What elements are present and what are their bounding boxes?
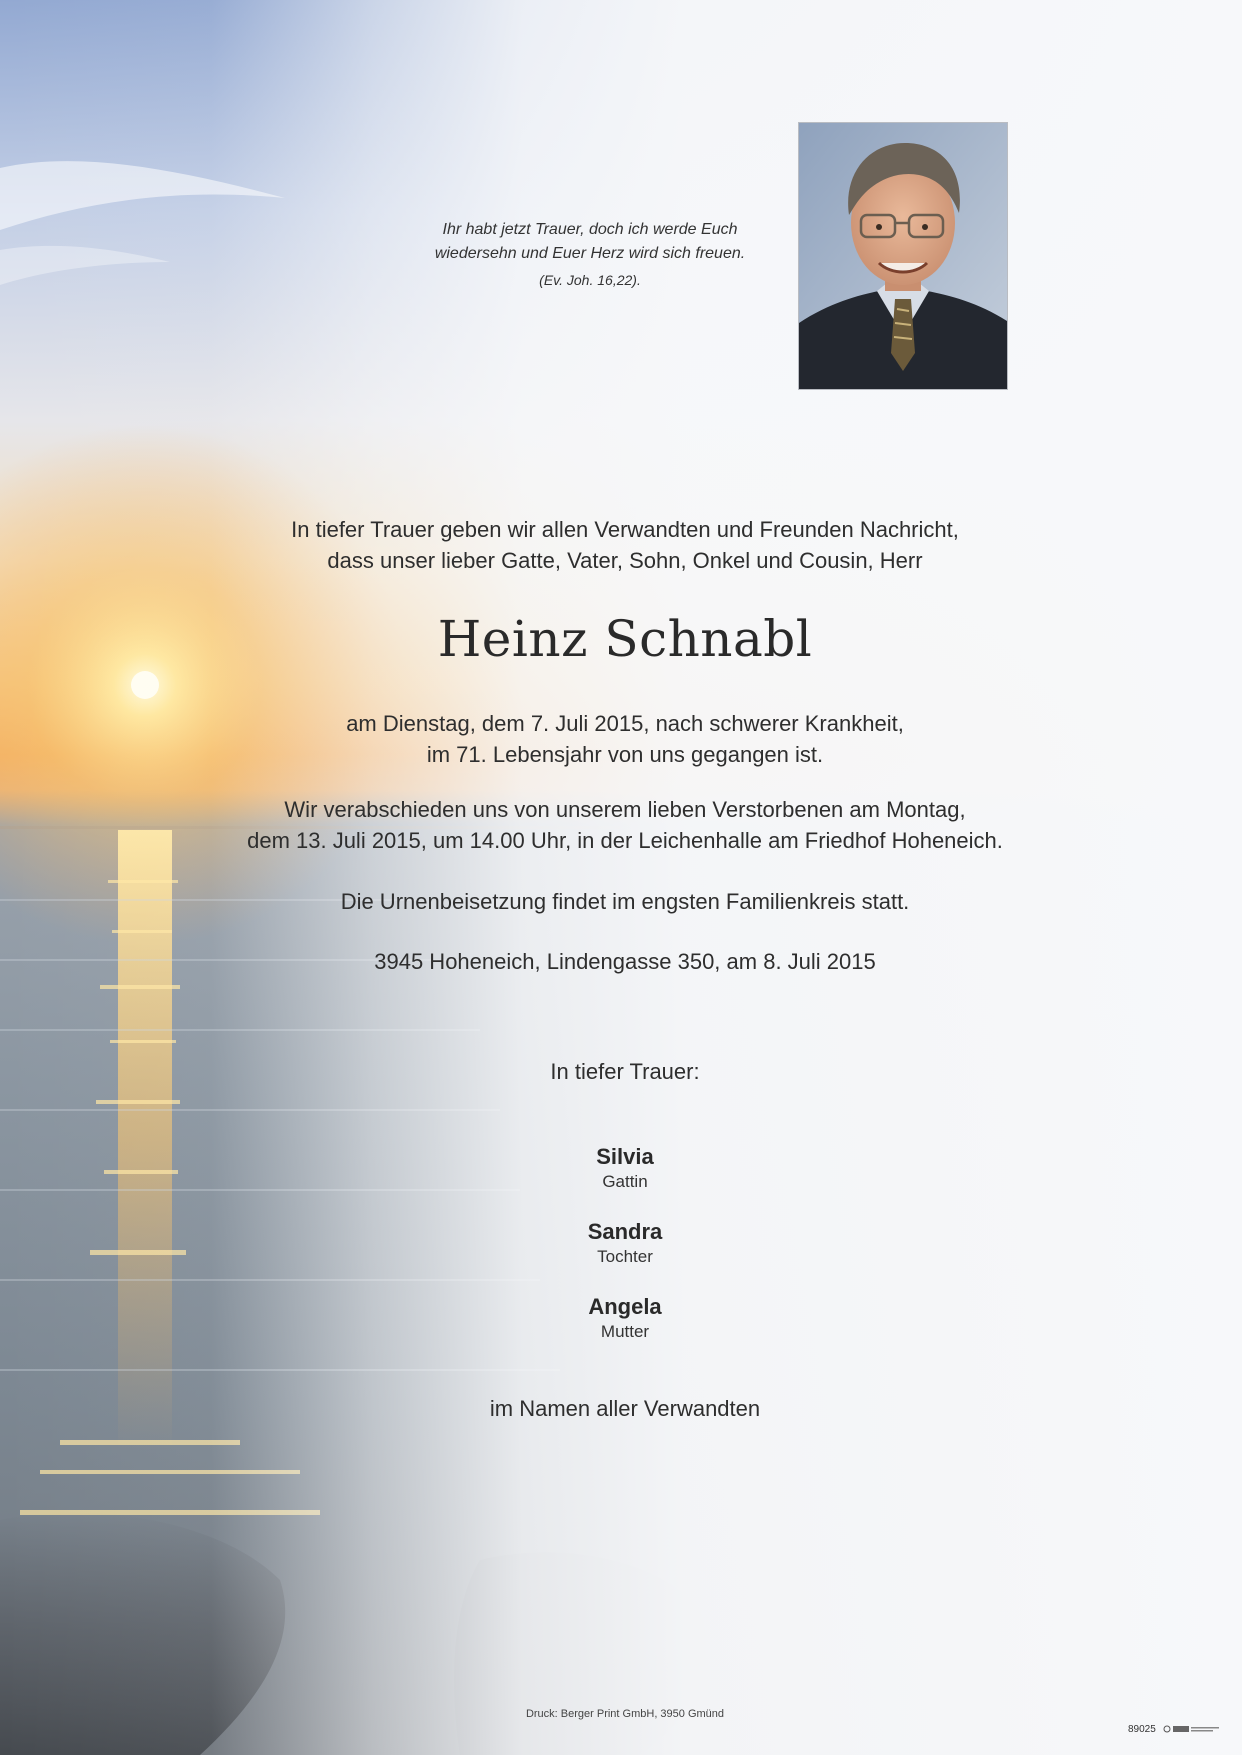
death-notice-line-1: am Dienstag, dem 7. Juli 2015, nach schwerer Krankheit, <box>346 711 904 736</box>
urn-notice: Die Urnenbeisetzung findet im engsten Familienkreis statt. <box>340 889 910 914</box>
deceased-name: Heinz Schnabl <box>437 610 813 668</box>
quote-line-2: wiedersehn und Euer Herz wird sich freuen. <box>434 245 746 262</box>
mourner <box>475 1143 775 1193</box>
farewell-line-1: Wir verabschieden uns von unserem lieben Verstorbenen am Montag, <box>284 797 966 822</box>
mourner-relation: Tochter <box>597 1247 653 1266</box>
mourner-name: Sandra <box>587 1219 663 1244</box>
intro-line-1: In tiefer Trauer geben wir allen Verwandten und Freunden Nachricht, <box>291 517 959 542</box>
intro-text <box>180 514 1070 576</box>
death-notice-line-2: im 71. Lebensjahr von uns gegangen ist. <box>426 742 824 767</box>
place-date: 3945 Hoheneich, Lindengasse 350, am 8. Juli 2015 <box>374 949 876 974</box>
mourner-relation: Gattin <box>602 1172 648 1191</box>
quote-line-1: Ihr habt jetzt Trauer, doch ich werde Euch <box>442 221 738 238</box>
mourner-relation: Mutter <box>600 1322 650 1341</box>
farewell-notice <box>150 794 1100 856</box>
mourner-name: Angela <box>588 1294 662 1319</box>
mourner <box>475 1293 775 1343</box>
quote-reference: (Ev. Joh. 16,22). <box>539 272 641 288</box>
portrait-photo <box>798 122 1008 390</box>
printer-logo-icon <box>1163 1722 1221 1736</box>
closing-line: im Namen aller Verwandten <box>489 1396 761 1421</box>
mourner <box>475 1218 775 1268</box>
bible-quote <box>380 218 800 292</box>
printer-credit: Druck: Berger Print GmbH, 3950 Gmünd <box>525 1708 725 1720</box>
intro-line-2: dass unser lieber Gatte, Vater, Sohn, Onkel und Cousin, Herr <box>327 548 923 573</box>
death-notice <box>150 708 1100 770</box>
farewell-line-2: dem 13. Juli 2015, um 14.00 Uhr, in der Leichenhalle am Friedhof Hoheneich. <box>247 828 1003 853</box>
print-code: 89025 <box>1128 1724 1156 1735</box>
mourning-header: In tiefer Trauer: <box>550 1059 700 1084</box>
mourner-name: Silvia <box>596 1144 654 1169</box>
